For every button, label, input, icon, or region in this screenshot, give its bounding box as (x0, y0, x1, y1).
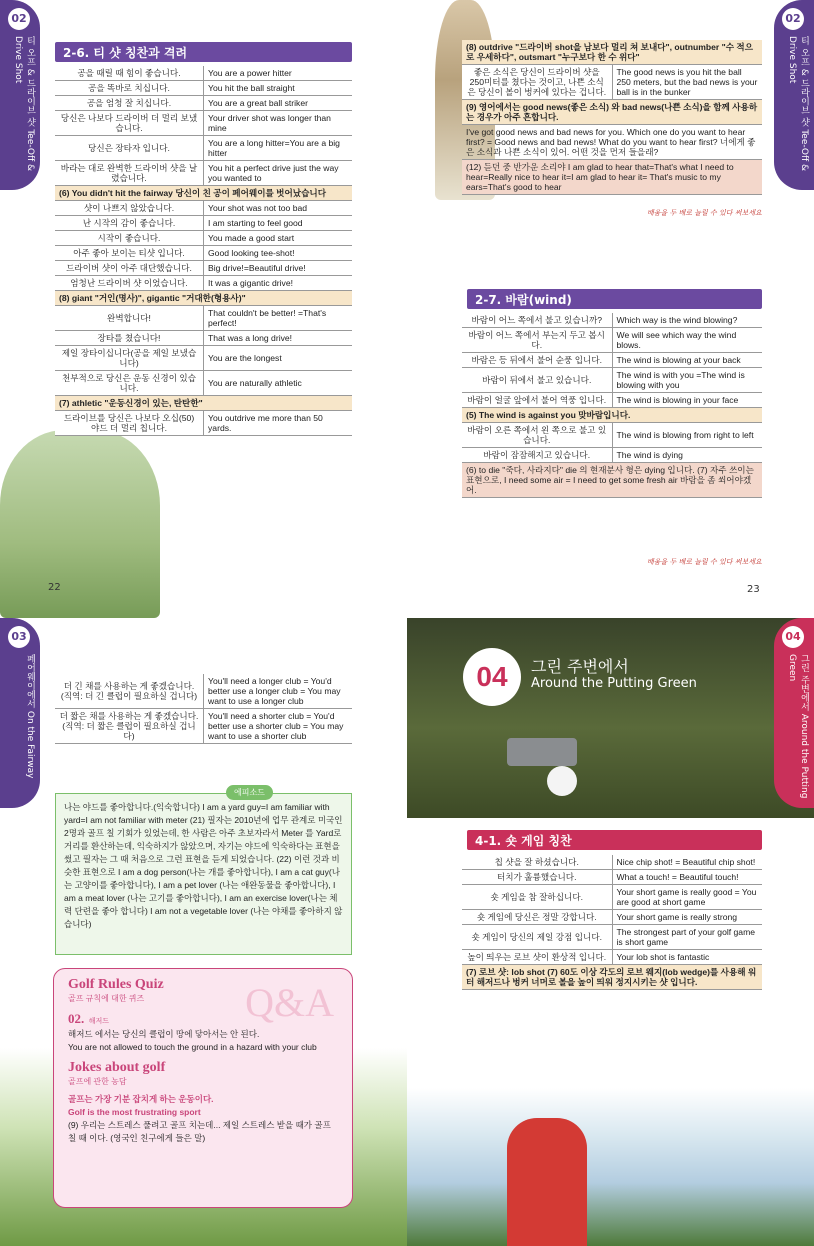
episode-tag: 에피소드 (226, 785, 273, 800)
table-row (462, 393, 762, 408)
table-row (462, 65, 762, 100)
question-korean: 해저드 에서는 당신의 클럽이 땅에 닿아서는 안 된다. (68, 1029, 260, 1039)
english-phrase: You'll need a shorter club = You'd better use a shorter club = You may want to use a shorter club (204, 709, 353, 744)
chapter-tab-label: 티 오프 & 드라이브 샷 Tee-Off & Drive Shot (787, 36, 809, 172)
english-phrase: The wind is dying (612, 448, 762, 463)
table-row (55, 276, 352, 291)
note-cell: (12) 듣던 중 반가운 소리야 I am glad to hear that=That's what I need to hear=Really nice to hear it=I am glad to hear it= That's music to my ears=That's good to hear (462, 160, 762, 195)
table-row (55, 161, 352, 186)
table-row (55, 709, 352, 744)
korean-phrase: 공을 똑바로 치십니다. (55, 81, 204, 96)
section-title: 2-7. 바람(wind) (467, 289, 762, 309)
english-phrase: You outdrive me more than 50 yards. (204, 411, 353, 436)
table-row (462, 160, 762, 195)
korean-phrase: 천부적으로 당신은 운동 신경이 있습니다. (55, 371, 204, 396)
joke-english: Golf is the most frustrating sport (68, 1107, 201, 1117)
table-row (462, 313, 762, 328)
english-phrase: Nice chip shot! = Beautiful chip shot! (612, 855, 762, 870)
table-row (55, 674, 352, 709)
english-phrase: The strongest part of your golf game is short game (612, 925, 762, 950)
note-cell: (8) giant "거인(명사)", gigantic "거대한(형용사)" (55, 291, 352, 306)
english-phrase: You hit a perfect drive just the way you wanted to (204, 161, 353, 186)
english-phrase: You are a power hitter (204, 66, 353, 81)
english-phrase: Your short game is really good = You are good at short game (612, 885, 762, 910)
chapter-tab-label: 그린 주변에서 Around the Putting Green (787, 654, 809, 799)
korean-phrase: 아주 좋아 보이는 티샷 입니다. (55, 246, 204, 261)
chapter-number: 04 (463, 648, 521, 706)
english-phrase: The wind is blowing at your back (612, 353, 762, 368)
chapter-tab-label: 페어웨이에서 On the Fairway (25, 654, 35, 779)
chapter-tab-number: 02 (8, 8, 30, 30)
episode-box (55, 788, 352, 955)
korean-phrase: 바람은 등 뒤에서 불어 순풍 입니다. (462, 353, 612, 368)
table-row (55, 136, 352, 161)
table-row (462, 910, 762, 925)
golf-rules-quiz (53, 968, 353, 1208)
table-row (462, 125, 762, 160)
korean-phrase: 드라이브를 당신은 나보다 오십(50) 야드 더 멀리 칩니다. (55, 411, 204, 436)
korean-phrase: 높이 띄우는 로브 샷이 환상적 입니다. (462, 950, 612, 965)
korean-phrase: 공을 엄청 잘 치십니다. (55, 96, 204, 111)
note-cell: (7) 로브 샷: lob shot (7) 60도 이상 각도의 로브 웨지(lob wedge)를 사용해 워터 해저드나 벙커 너머로 볼을 높이 띄워 정지시키는 샷 입니다. (462, 965, 762, 990)
english-phrase: The good news is you hit the ball 250 meters, but the bad news is your ball is in the bunker (612, 65, 762, 100)
table-row (462, 950, 762, 965)
joke-note: (9) 우리는 스트레스 풀려고 골프 치는데... 제일 스트레스 받을 때가 골프 칠 때 이다. (영국인 친구에게 들은 말) (68, 1120, 331, 1143)
table-row (55, 246, 352, 261)
table-row (462, 423, 762, 448)
korean-phrase: 칩 샷을 잘 하셨습니다. (462, 855, 612, 870)
english-phrase: Which way is the wind blowing? (612, 313, 762, 328)
table-row (55, 331, 352, 346)
english-phrase: Your lob shot is fantastic (612, 950, 762, 965)
table-row (55, 81, 352, 96)
table-row (55, 201, 352, 216)
table-row (55, 111, 352, 136)
note-cell: (9) 영어에서는 good news(좋은 소식) 와 bad news(나쁜 소식)을 함께 사용하는 경우가 아주 흔합니다. (462, 100, 762, 125)
section-title: 4-1. 숏 게임 칭찬 (467, 830, 762, 850)
table-row (462, 40, 762, 65)
english-phrase: What a touch! = Beautiful touch! (612, 870, 762, 885)
table-row (462, 100, 762, 125)
wind-phrase-table (462, 313, 762, 498)
korean-phrase: 숏 게임이 당신의 제일 강점 입니다. (462, 925, 612, 950)
chapter-tab[interactable] (0, 618, 40, 808)
chapter-tab[interactable] (774, 618, 814, 808)
table-row (462, 463, 762, 498)
phrase-table-continued (462, 40, 762, 195)
note-cell: (6) You didn't hit the fairway 당신이 친 공이 페어웨이를 벗어났습니다 (55, 186, 352, 201)
page-24 (0, 618, 407, 1246)
english-phrase: The wind is blowing in your face (612, 393, 762, 408)
korean-phrase: 더 짧은 채를 사용하는 게 좋겠습니다. (직역: 더 짧은 클럽이 필요하실 겁니다) (55, 709, 204, 744)
table-row (55, 306, 352, 331)
korean-phrase: 바람이 어느 쪽에서 불고 있습니까? (462, 313, 612, 328)
table-row (462, 408, 762, 423)
korean-phrase: 바람이 오른 쪽에서 왼 쪽으로 불고 있습니다. (462, 423, 612, 448)
table-row (55, 66, 352, 81)
table-row (55, 216, 352, 231)
table-row (462, 353, 762, 368)
english-phrase: The wind is blowing from right to left (612, 423, 762, 448)
golf-ball (547, 766, 577, 796)
quiz-subtitle: 골프 규칙에 대한 퀴즈 (68, 994, 145, 1003)
english-phrase: Big drive!=Beautiful drive! (204, 261, 353, 276)
korean-phrase: 바람이 잠잠해지고 있습니다. (462, 448, 612, 463)
korean-phrase: 당신은 장타자 입니다. (55, 136, 204, 161)
page-number: 22 (48, 582, 61, 593)
jokes-subtitle: 골프에 관한 농담 (68, 1077, 127, 1086)
question-number: 02. (68, 1011, 85, 1026)
korean-phrase: 숏 게임에 당신은 정말 강합니다. (462, 910, 612, 925)
korean-phrase: 난 시작의 감이 좋습니다. (55, 216, 204, 231)
english-phrase: You are a long hitter=You are a big hitter (204, 136, 353, 161)
english-phrase: The wind is with you =The wind is blowing with you (612, 368, 762, 393)
table-row (55, 346, 352, 371)
chapter-tab[interactable] (774, 0, 814, 190)
note-cell: (5) The wind is against you 맞바람입니다. (462, 408, 762, 423)
handwritten-note: 배움을 두 배로 늘릴 수 있다 써보세요 (647, 209, 762, 217)
korean-phrase: 좋은 소식은 당신이 드라이버 샷을 250미터를 쳤다는 것이고, 나쁜 소식은 당신이 볼이 벙커에 있다는 겁니다. (462, 65, 612, 100)
page-number: 23 (747, 584, 760, 595)
english-phrase: Good looking tee-shot! (204, 246, 353, 261)
table-row (55, 411, 352, 436)
note-cell: I've got good news and bad news for you. Which one do you want to hear first? = Good news and bad news! What do you want to hear first? 너에게 좋은 소식과 나쁜 소식이 있어. 어떤 것을 먼저 들을래? (462, 125, 762, 160)
table-row (55, 371, 352, 396)
note-cell: (6) to die "죽다, 사라지다" die 의 현재분사 형은 dying 입니다. (7) 자주 쓰이는 표현으로, I need some air = I need to get some fresh air 바람을 좀 쐬어야겠어. (462, 463, 762, 498)
korean-phrase: 공을 때릴 때 힘이 좋습니다. (55, 66, 204, 81)
english-phrase: You hit the ball straight (204, 81, 353, 96)
bunker-shot-photo (407, 1088, 814, 1246)
qa-watermark: Q&A (245, 980, 334, 1025)
phrase-table (55, 66, 352, 436)
english-phrase: You are the longest (204, 346, 353, 371)
note-cell: (7) athletic "운동신경이 있는, 탄탄한" (55, 396, 352, 411)
english-phrase: You are naturally athletic (204, 371, 353, 396)
club-phrase-table (55, 674, 352, 744)
page-23 (407, 0, 814, 618)
table-row (55, 261, 352, 276)
english-phrase: Your short game is really strong (612, 910, 762, 925)
korean-phrase: 당신은 나보다 드라이버 더 멀리 보냈습니다. (55, 111, 204, 136)
page-25 (407, 618, 814, 1246)
korean-phrase: 엄청난 드라이버 샷 이었습니다. (55, 276, 204, 291)
question-english: You are not allowed to touch the ground in a hazard with your club (68, 1042, 317, 1052)
golfer-photo (0, 430, 160, 618)
quiz-title: Golf Rules Quiz (68, 977, 164, 992)
english-phrase: That couldn't be better! =That's perfect! (204, 306, 353, 331)
table-row (462, 328, 762, 353)
episode-text: 나는 야드를 좋아합니다.(익숙합니다) I am a yard guy=I am familiar with yard=I am not familiar with meter (21) 필자는 2010년에 업무 관계로 미국인 2명과 골프 칠 기회가 있었는데, 한 사람은 아주 초보자라서 Meter 를 Yard로 거리를 환산하는데, 익숙하지가 않았으며, 자기는 야드에 익숙하다는 표현을 썼고 필자는 그 때 처음으로 그런 표현을 듣게 되었습니다. (22) 이런 것과 비슷한 표현으로 I am a dog person(나는 개를 좋아합니다), I am a cat guy(나는 고양이를 좋아합니다), I am a pet lover (나는 애완동물을 좋아합니다), I am a meat lover (나는 고기를 좋아합니다), I am an exercise lover(나는 체력 단련을 좋아 합니다) I am not a vegetable lover (나는 야채를 좋아하지 않습니다) (64, 802, 343, 929)
chapter-tab-number: 03 (8, 626, 30, 648)
table-row (462, 855, 762, 870)
chapter-tab-number: 02 (782, 8, 804, 30)
question-tag: 해저드 (88, 1018, 109, 1025)
korean-phrase: 바람이 어느 쪽에서 부는지 두고 봅시다. (462, 328, 612, 353)
table-row (462, 870, 762, 885)
chapter-tab[interactable] (0, 0, 40, 190)
korean-phrase: 드라이버 샷이 아주 대단했습니다. (55, 261, 204, 276)
chapter-tab-label: 티 오프 & 드라이브 샷 Tee-Off & Drive Shot (13, 36, 35, 172)
english-phrase: Your driver shot was longer than mine (204, 111, 353, 136)
english-phrase: We will see which way the wind blows. (612, 328, 762, 353)
korean-phrase: 터치가 훌륭했습니다. (462, 870, 612, 885)
golfer-figure (507, 1118, 587, 1246)
korean-phrase: 바람이 얼굴 앞에서 불어 역풍 입니다. (462, 393, 612, 408)
section-title: 2-6. 티 샷 칭찬과 격려 (55, 42, 352, 62)
english-phrase: It was a gigantic drive! (204, 276, 353, 291)
short-game-table (462, 855, 762, 990)
table-row (55, 96, 352, 111)
putter-shape (507, 738, 577, 766)
korean-phrase: 제일 장타이십니다(공을 제일 보냈습니다) (55, 346, 204, 371)
table-row (55, 396, 352, 411)
table-row (462, 368, 762, 393)
page-22 (0, 0, 407, 618)
note-cell: (8) outdrive "드라이버 shot을 남보다 멀리 쳐 보내다", outnumber "수 적으로 우세하다", outsmart "누구보다 한 수 위다" (462, 40, 762, 65)
table-row (462, 448, 762, 463)
english-phrase: That was a long drive! (204, 331, 353, 346)
table-row (462, 885, 762, 910)
korean-phrase: 더 긴 채를 사용하는 게 좋겠습니다. (직역: 더 긴 클럽이 필요하실 겁니다) (55, 674, 204, 709)
chapter-title-korean: 그린 주변에서 (531, 657, 629, 676)
chapter-title-english: Around the Putting Green (531, 676, 697, 691)
joke-korean: 골프는 가장 기분 잡치게 하는 운동이다. (68, 1094, 214, 1104)
table-row (55, 231, 352, 246)
chapter-header-photo (407, 618, 814, 818)
english-phrase: You are a great ball striker (204, 96, 353, 111)
korean-phrase: 시작이 좋습니다. (55, 231, 204, 246)
table-row (462, 925, 762, 950)
korean-phrase: 장타를 쳤습니다! (55, 331, 204, 346)
chapter-tab-number: 04 (782, 626, 804, 648)
table-row (462, 965, 762, 990)
korean-phrase: 샷이 나쁘지 않았습니다. (55, 201, 204, 216)
english-phrase: Your shot was not too bad (204, 201, 353, 216)
korean-phrase: 바람이 뒤에서 불고 있습니다. (462, 368, 612, 393)
korean-phrase: 완벽합니다! (55, 306, 204, 331)
handwritten-note-2: 배움을 두 배로 늘릴 수 있다 써보세요 (647, 558, 762, 566)
jokes-title: Jokes about golf (68, 1060, 166, 1075)
table-row (55, 291, 352, 306)
english-phrase: You made a good start (204, 231, 353, 246)
english-phrase: You'll need a longer club = You'd better use a longer club = You may want to use a longer club (204, 674, 353, 709)
english-phrase: I am starting to feel good (204, 216, 353, 231)
korean-phrase: 바라는 대로 완벽한 드라이버 샷을 날렸습니다. (55, 161, 204, 186)
korean-phrase: 숏 게임을 참 잘하십니다. (462, 885, 612, 910)
table-row (55, 186, 352, 201)
